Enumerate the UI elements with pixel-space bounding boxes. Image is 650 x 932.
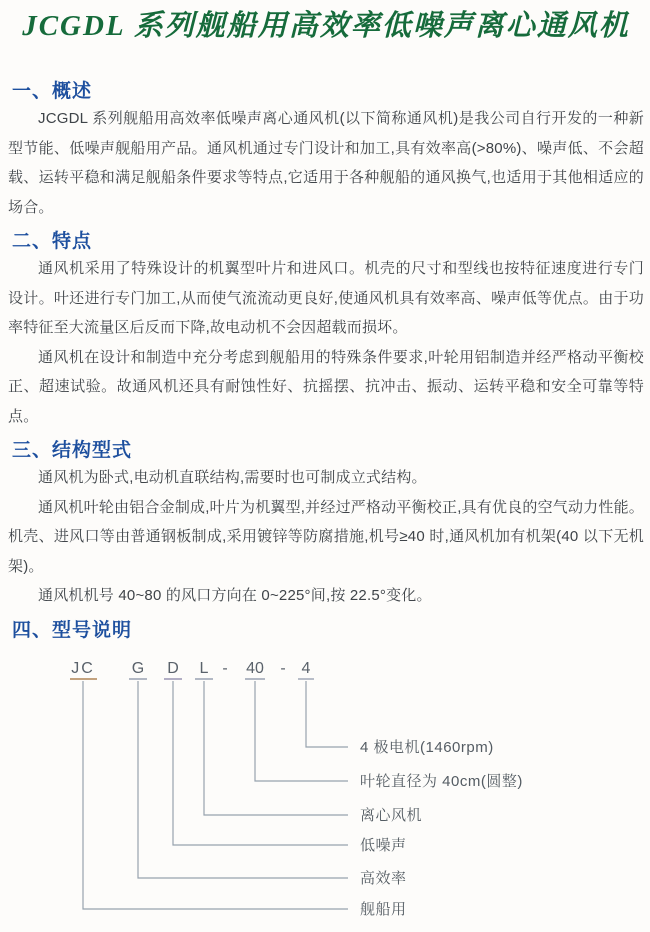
section-overview bbox=[8, 80, 644, 222]
structure-paragraph-3: 通风机机号 40~80 的风口方向在 0~225°间,按 22.5°变化。 bbox=[38, 587, 432, 604]
section-features bbox=[8, 230, 644, 431]
leader-line-jc bbox=[83, 681, 348, 909]
model-designation-diagram bbox=[8, 643, 644, 932]
leader-line-l bbox=[204, 681, 348, 815]
page-title: JCGDL 系列舰船用高效率低噪声离心通风机 bbox=[22, 10, 630, 42]
document-page bbox=[0, 6, 650, 918]
model-code-part-g: G bbox=[131, 659, 145, 677]
section-model-designation bbox=[8, 619, 644, 932]
diagram-label-high-efficiency: 高效率 bbox=[360, 869, 407, 887]
diagram-label-centrifugal-fan: 离心风机 bbox=[360, 806, 423, 824]
model-code-part-d: D bbox=[167, 659, 179, 677]
section-heading-features: 二、特点 bbox=[12, 231, 93, 252]
diagram-label-marine-use: 舰船用 bbox=[360, 900, 407, 918]
model-code-part-jc: JC bbox=[71, 659, 95, 677]
section-structure bbox=[8, 439, 644, 611]
features-paragraph-1: 通风机采用了特殊设计的机翼型叶片和进风口。机壳的尺寸和型线也按特征速度进行专门设计。叶还进行专门加工,从而使气流流动更良好,使通风机具有效率高、噪声低等优点。由于功率特征至大流量区后反而下降,故电动机不会因超载而损坏。 bbox=[8, 260, 644, 336]
features-paragraph-2: 通风机在设计和制造中充分考虑到舰船用的特殊条件要求,叶轮用铝制造并经严格动平衡校正、超速试验。故通风机还具有耐蚀性好、抗摇摆、抗冲击、振动、运转平稳和安全可靠等特点。 bbox=[8, 348, 644, 425]
leader-line-size bbox=[255, 681, 348, 781]
model-code-part-l: L bbox=[199, 659, 209, 677]
leader-line-poles bbox=[306, 681, 348, 747]
section-heading-structure: 三、结构型式 bbox=[12, 440, 133, 461]
section-heading-model: 四、型号说明 bbox=[12, 619, 133, 641]
structure-paragraph-1: 通风机为卧式,电动机直联结构,需要时也可制成立式结构。 bbox=[38, 469, 427, 486]
leader-line-g bbox=[138, 681, 348, 878]
model-code-part-poles: 4 bbox=[301, 659, 311, 677]
diagram-label-impeller-diam: 叶轮直径为 40cm(圆整) bbox=[360, 772, 523, 790]
model-code-part-size: 40 bbox=[246, 659, 264, 677]
structure-paragraph-2: 通风机叶轮由铝合金制成,叶片为机翼型,并经过严格动平衡校正,具有优良的空气动力性能。机壳、进风口等由普通钢板制成,采用镀锌等防腐措施,机号≥40 时,通风机加有机架(40 以下无机架)。 bbox=[8, 498, 644, 575]
model-code-dash-1: - bbox=[222, 659, 228, 677]
leader-line-d bbox=[173, 681, 348, 845]
model-diagram-svg bbox=[8, 643, 650, 927]
section-heading-overview: 一、概述 bbox=[12, 81, 93, 102]
diagram-label-low-noise: 低噪声 bbox=[360, 836, 407, 854]
model-code-dash-2: - bbox=[280, 659, 286, 677]
overview-paragraph: JCGDL 系列舰船用高效率低噪声离心通风机(以下简称通风机)是我公司自行开发的一种新型节能、低噪声舰船用产品。通风机通过专门设计和加工,具有效率高(>80%)、噪声低、不会超载、运转平稳和满足舰船条件要求等特点,它适用于各种舰船的通风换气,也适用于其他相适应的场合。 bbox=[8, 110, 644, 216]
diagram-label-motor-poles: 4 极电机(1460rpm) bbox=[360, 738, 494, 756]
